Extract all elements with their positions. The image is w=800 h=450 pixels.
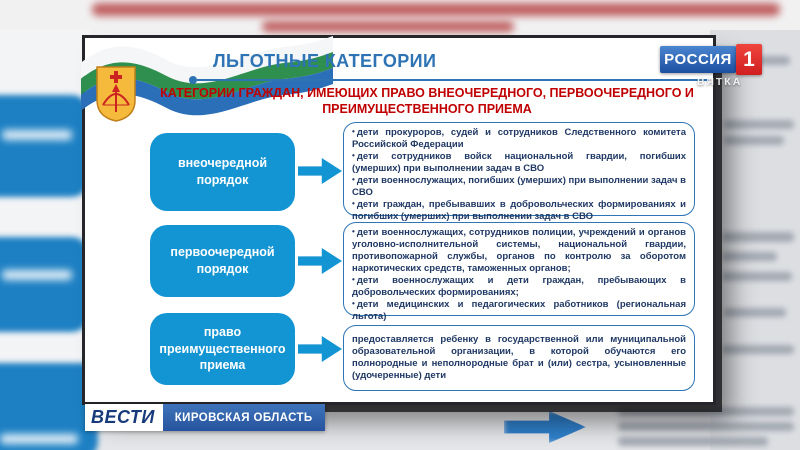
category-box-pervoocherednoy: первоочередной порядок: [150, 225, 295, 297]
bg-blur-red-line-1: [92, 3, 780, 16]
bullet-item: • дети военнослужащих, сотрудников полиции, учреждений и органов уголовно-исполнительной системы, национальной гвардии, противопожарной службы, органов по контролю за оборотом наркотических средств, таможенных органов;: [352, 227, 686, 275]
bullet-item: • дети сотрудников войск национальной гвардии, погибших (умерших) при выполнении задач в СВО: [352, 151, 686, 175]
vesti-logo: [85, 404, 325, 431]
slide-title: ЛЬГОТНЫЕ КАТЕГОРИИ: [213, 51, 437, 71]
arrow-right-icon: [298, 248, 342, 274]
bg-blur-text-r2: [724, 120, 794, 129]
bg-blur-white-text-2: [2, 270, 72, 280]
bullet-item: • дети прокуроров, судей и сотрудников Следственного комитета Российской Федерации: [352, 127, 686, 151]
vesti-brand: ВЕСТИ: [85, 404, 163, 431]
russia1-logo: [660, 44, 762, 75]
arrow-right-icon: [298, 158, 342, 184]
kirov-coat-of-arms-icon: [93, 64, 139, 124]
category-box-preimushchestvenny: право преимущественного приема: [150, 313, 295, 385]
bullet-item: • дети граждан, пребывавших в добровольческих формированиях и погибших (умерших) при выполнении задач в СВО: [352, 199, 686, 223]
bg-blur-blue-box-2: [0, 237, 88, 332]
vesti-region: КИРОВСКАЯ ОБЛАСТЬ: [163, 404, 325, 431]
russia1-logo-name: РОССИЯ: [660, 46, 736, 73]
bg-blur-text-b3: [618, 437, 768, 446]
channel-region-label: ВЯТКА: [697, 76, 743, 88]
bg-blur-text-r8: [722, 345, 794, 354]
russia1-logo-number: 1: [736, 44, 762, 75]
bullet-item: • дети военнослужащих, погибших (умерших) при выполнении задач в СВО: [352, 175, 686, 199]
info-box-preimushchestvenny: [343, 325, 695, 391]
category-box-vneocherednoy: внеочередной порядок: [150, 133, 295, 211]
divider-line: [197, 79, 709, 81]
bg-blur-text-r3: [724, 136, 784, 145]
bg-blur-text-b2: [618, 422, 794, 431]
bg-blur-text-r6: [722, 272, 792, 281]
bg-blur-red-line-2: [262, 21, 514, 32]
bg-blur-white-text-1: [2, 130, 72, 140]
slide-subtitle: КАТЕГОРИИ ГРАЖДАН, ИМЕЮЩИХ ПРАВО ВНЕОЧЕРЕДНОГО, ПЕРВООЧЕРЕДНОГО И ПРЕИМУЩЕСТВЕННОГО ПРИЕМА: [160, 86, 694, 117]
bullet-item: • дети военнослужащих и дети граждан, пребывающих в добровольческих формированиях;: [352, 275, 686, 299]
paragraph-text: предоставляется ребенку в государственной или муниципальной образовательной организации, в которой обучаются его полнородные и неполнородные брат и (или) сестра, усыновленные (удочеренные) дети: [352, 334, 686, 381]
info-box-pervoocherednoy: [343, 222, 695, 322]
bg-blur-text-r4: [722, 232, 794, 242]
presentation-slide: [85, 38, 713, 402]
arrow-right-icon: [298, 336, 342, 362]
bg-blur-text-r7: [724, 308, 786, 317]
bg-blur-blue-box-1: [0, 95, 88, 197]
bg-blur-white-text-3: [0, 434, 78, 444]
divider-dot: [189, 76, 197, 84]
info-box-vneocherednoy: [343, 122, 695, 222]
bg-blur-text-b1: [618, 407, 794, 416]
bullet-item: • дети медицинских и педагогических работников (региональная льгота): [352, 299, 686, 323]
bg-blur-text-r5: [722, 252, 777, 261]
